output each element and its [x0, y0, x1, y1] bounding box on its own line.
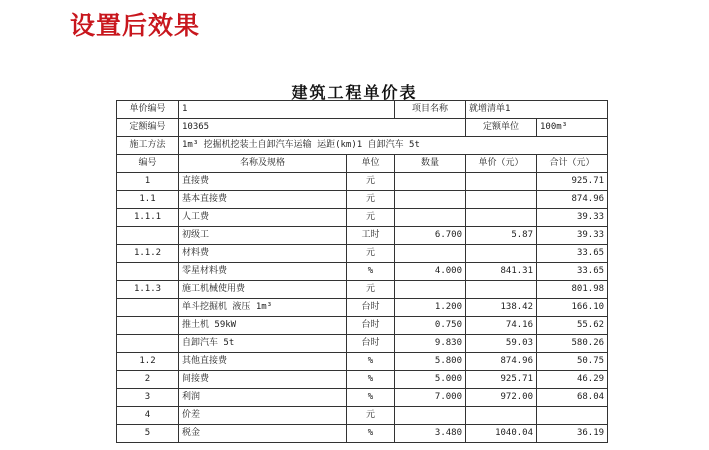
cell-qty: 6.700 — [395, 227, 466, 245]
cell-unit: 元 — [347, 191, 395, 209]
cell-qty: 5.000 — [395, 371, 466, 389]
cell-price: 1040.04 — [466, 425, 537, 443]
cell-name: 单斗挖掘机 液压 1m³ — [179, 299, 347, 317]
table-row — [117, 263, 608, 281]
unit-no-label: 单价编号 — [117, 101, 179, 119]
cell-name: 初级工 — [179, 227, 347, 245]
cell-qty — [395, 407, 466, 425]
cell-price: 5.87 — [466, 227, 537, 245]
cell-total: 50.75 — [537, 353, 608, 371]
cell-qty: 3.480 — [395, 425, 466, 443]
cell-code — [117, 263, 179, 281]
cell-code — [117, 299, 179, 317]
cell-name: 材料费 — [179, 245, 347, 263]
table-row — [117, 281, 608, 299]
cell-name: 税金 — [179, 425, 347, 443]
method-label: 施工方法 — [117, 137, 179, 155]
cell-qty: 9.830 — [395, 335, 466, 353]
column-header-unit: 单位 — [347, 155, 395, 173]
table-row — [117, 371, 608, 389]
cell-price — [466, 173, 537, 191]
quota-unit-label: 定额单位 — [466, 119, 537, 137]
cell-qty: 0.750 — [395, 317, 466, 335]
cell-unit: 元 — [347, 281, 395, 299]
cell-price — [466, 209, 537, 227]
cell-unit: 台时 — [347, 335, 395, 353]
cell-price: 59.03 — [466, 335, 537, 353]
cell-unit: 元 — [347, 245, 395, 263]
table-row — [117, 299, 608, 317]
column-header-qty: 数量 — [395, 155, 466, 173]
method-value: 1m³ 挖掘机挖装土自卸汽车运输 运距(km)1 自卸汽车 5t — [179, 137, 608, 155]
cell-unit: 工时 — [347, 227, 395, 245]
unit-no-value: 1 — [179, 101, 395, 119]
cell-unit: % — [347, 425, 395, 443]
cell-total — [537, 407, 608, 425]
cell-name: 基本直接费 — [179, 191, 347, 209]
cell-code: 1.1.2 — [117, 245, 179, 263]
cell-code — [117, 317, 179, 335]
cell-name: 人工费 — [179, 209, 347, 227]
quota-unit-value: 100m³ — [537, 119, 608, 137]
column-header-row — [117, 155, 608, 173]
cell-code: 2 — [117, 371, 179, 389]
cell-qty — [395, 191, 466, 209]
cell-name: 直接费 — [179, 173, 347, 191]
info-row-unit — [117, 101, 608, 119]
cell-qty: 5.800 — [395, 353, 466, 371]
cell-name: 施工机械使用费 — [179, 281, 347, 299]
cell-name: 零星材料费 — [179, 263, 347, 281]
cell-price: 874.96 — [466, 353, 537, 371]
cell-unit: % — [347, 263, 395, 281]
cell-unit: % — [347, 371, 395, 389]
cell-price — [466, 191, 537, 209]
cell-qty — [395, 245, 466, 263]
cell-price — [466, 407, 537, 425]
cell-code: 1.1 — [117, 191, 179, 209]
unit-price-table — [116, 100, 608, 443]
table-row — [117, 425, 608, 443]
cell-name: 间接费 — [179, 371, 347, 389]
cell-qty — [395, 281, 466, 299]
table-row — [117, 353, 608, 371]
cell-price: 925.71 — [466, 371, 537, 389]
cell-code: 1.2 — [117, 353, 179, 371]
quota-no-value: 10365 — [179, 119, 466, 137]
table-row — [117, 335, 608, 353]
table-row — [117, 317, 608, 335]
info-row-method — [117, 137, 608, 155]
cell-price: 74.16 — [466, 317, 537, 335]
cell-qty: 4.000 — [395, 263, 466, 281]
cell-unit: 台时 — [347, 317, 395, 335]
cell-price: 972.00 — [466, 389, 537, 407]
cell-total: 68.04 — [537, 389, 608, 407]
cell-name: 其他直接费 — [179, 353, 347, 371]
cell-total: 46.29 — [537, 371, 608, 389]
cell-unit: 元 — [347, 173, 395, 191]
quota-no-label: 定额编号 — [117, 119, 179, 137]
cell-code: 3 — [117, 389, 179, 407]
table-row — [117, 227, 608, 245]
info-row-quota — [117, 119, 608, 137]
cell-code — [117, 335, 179, 353]
table-row — [117, 245, 608, 263]
cell-unit: % — [347, 353, 395, 371]
sheet-title: 建筑工程单价表 — [291, 83, 418, 102]
column-header-total: 合计（元） — [537, 155, 608, 173]
cell-unit: % — [347, 389, 395, 407]
project-value: 就增清单1 — [466, 101, 608, 119]
cell-price: 138.42 — [466, 299, 537, 317]
cell-total: 925.71 — [537, 173, 608, 191]
cell-total: 33.65 — [537, 263, 608, 281]
cell-code — [117, 227, 179, 245]
column-header-price: 单价（元） — [466, 155, 537, 173]
cell-name: 利润 — [179, 389, 347, 407]
cell-total: 580.26 — [537, 335, 608, 353]
cell-code: 1.1.1 — [117, 209, 179, 227]
cell-code: 1.1.3 — [117, 281, 179, 299]
project-label: 项目名称 — [395, 101, 466, 119]
cell-unit: 台时 — [347, 299, 395, 317]
table-row — [117, 389, 608, 407]
cell-price — [466, 281, 537, 299]
table-row — [117, 407, 608, 425]
cell-total: 55.62 — [537, 317, 608, 335]
cell-code: 5 — [117, 425, 179, 443]
cell-qty: 1.200 — [395, 299, 466, 317]
banner-heading: 设置后效果 — [70, 11, 201, 40]
cell-price: 841.31 — [466, 263, 537, 281]
cell-total: 874.96 — [537, 191, 608, 209]
table-row — [117, 191, 608, 209]
cell-unit: 元 — [347, 407, 395, 425]
cell-qty — [395, 209, 466, 227]
table-row — [117, 209, 608, 227]
column-header-name: 名称及规格 — [179, 155, 347, 173]
cell-total: 39.33 — [537, 209, 608, 227]
cell-name: 价差 — [179, 407, 347, 425]
cell-total: 166.10 — [537, 299, 608, 317]
cell-qty: 7.000 — [395, 389, 466, 407]
cell-unit: 元 — [347, 209, 395, 227]
cell-total: 33.65 — [537, 245, 608, 263]
cell-code: 4 — [117, 407, 179, 425]
column-header-code: 编号 — [117, 155, 179, 173]
cell-total: 39.33 — [537, 227, 608, 245]
cell-name: 自卸汽车 5t — [179, 335, 347, 353]
cell-price — [466, 245, 537, 263]
cell-code: 1 — [117, 173, 179, 191]
table-row — [117, 173, 608, 191]
cell-total: 801.98 — [537, 281, 608, 299]
cell-name: 推土机 59kW — [179, 317, 347, 335]
cell-total: 36.19 — [537, 425, 608, 443]
cell-qty — [395, 173, 466, 191]
